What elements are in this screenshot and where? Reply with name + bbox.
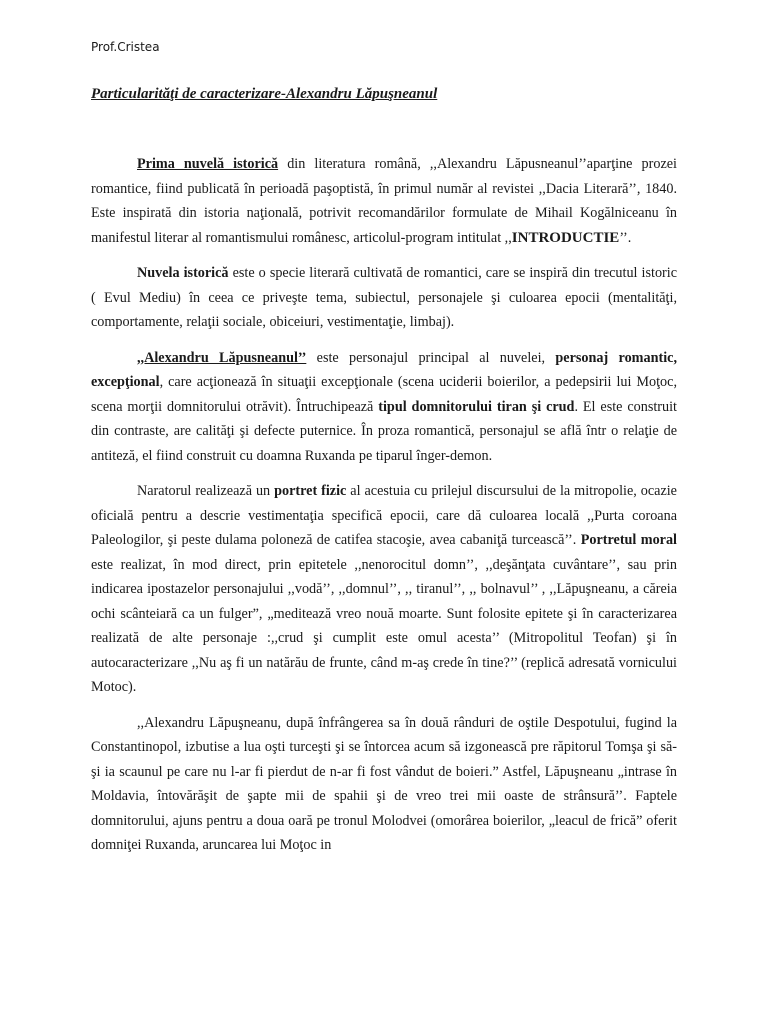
paragraph — [91, 261, 677, 335]
paragraph-text: este o specie literară cultivată de romantici, care se inspiră din trecutul istoric ( Evul Mediu) în ceea ce priveşte tema, subiectul, personajele şi culoarea epocii (mentalităţi, comportamente, relaţii sociale, obiceiuri, vestimentaţie, limbaj). — [91, 265, 677, 330]
emphasis-text: Portretul moral — [580, 532, 678, 548]
paragraph — [91, 346, 677, 469]
emphasis-text: ,,Alexandru Lăpusneanul’’ — [137, 349, 307, 366]
paragraph — [91, 479, 677, 700]
paragraph-text: , care acţionează în situaţii excepţionale (scena uciderii boierilor, a pedepsirii lui Moţoc, scena morţii domnitorului otrăvit). Întruchipează — [91, 374, 677, 415]
paragraph-text: ’’. — [619, 229, 632, 246]
paragraph-text: din literatura română, ,,Alexandru Lăpusneanul’’aparţine prozei romantice, fiind publicată în perioadă paşoptistă, în primul număr al revistei ,,Dacia Literară’’, 1840. Este inspirată din istoria naţională, potrivit recomandărilor formulate de Mihail Kogălniceanu în manifestul literar al romantismului românesc, articolul-program intitulat ,, — [91, 156, 678, 246]
paragraph-text: . El este construit din contraste, are calităţi şi defecte puternice. În proza romantică, personajul se află într o relaţie de antiteză, el fiind construit cu doamna Ruxanda pe tiparul înger-demon. — [91, 398, 678, 464]
paragraph-text: este personajul principal al nuvelei, — [306, 349, 556, 366]
document-body — [91, 152, 677, 869]
paragraph — [91, 711, 677, 858]
emphasis-text: tipul domnitorului tiran şi crud — [378, 398, 575, 415]
emphasis-text: personaj romantic, excepţional — [91, 349, 677, 390]
document-title: Particularităţi de caracterizare-Alexandru Lăpuşneanul — [91, 86, 438, 102]
paragraph-text: ,,Alexandru Lăpuşneanu, după înfrângerea sa în două rânduri de oştile Despotului, fugind la Constantinopol, izbutise a lua oşti turceşti şi se întorcea acum să izgonească pre răpitorul Tomşa şi să-şi ia scaunul pe care nu l-ar fi pierdut de n-ar fi fost vândut de boieri.” Astfel, Lăpuşneanu „intrase în Moldavia, întovărăşit de şapte mii de spahii şi de vreo trei mii oaste de strânsură’’. Faptele domnitorului, ajuns pentru a doua oară pe tronul Molodvei (omorârea boierilor, „leacul de frică” oferit domniţei Ruxanda, aruncarea lui Moţoc in — [91, 714, 677, 853]
header-author: Prof.Cristea — [91, 40, 160, 54]
emphasis-text: Prima nuvelă istorică — [137, 156, 279, 172]
emphasis-text: Nuvela istorică — [137, 265, 229, 281]
paragraph-text: al acestuia cu prilejul discursului de la mitropolie, ocazie oficială pentru a descrie vestimentaţia specifică epocii, care dă culoarea locală ,,Purta coroana Paleologilor, şi peste dulama poloneză de catifea stacoşie, avea cabaniţă turcească’’. — [91, 483, 677, 548]
emphasis-text: INTRODUCTIE — [511, 229, 620, 246]
paragraph-text: este realizat, în mod direct, prin epitetele ,,nenorocitul domn’’, ,,deşănţata cuvântare’’, sau prin indicarea ipostazelor personajului ,,vodă’’, ,,domnul’’, ,, tiranul’’, ,, bolnavul’’ , ,,Lăpuşneanu, a căreia ochi scânteiară ca un fulger”, „meditează vreo nouă moarte. Sunt folosite epitete şi în caracterizarea realizată de alte personaje :,,crud şi cumplit este omul acesta’’ (Mitropolitul Teofan) şi în autocaracterizare ,,Nu aş fi un natărău de frunte, când m-aş crede în tine?’’ (replică adresată vornicului Motoc). — [91, 556, 677, 695]
paragraph — [91, 152, 677, 250]
emphasis-text: portret fizic — [274, 483, 347, 499]
paragraph-text: Naratorul realizează un — [137, 483, 275, 499]
